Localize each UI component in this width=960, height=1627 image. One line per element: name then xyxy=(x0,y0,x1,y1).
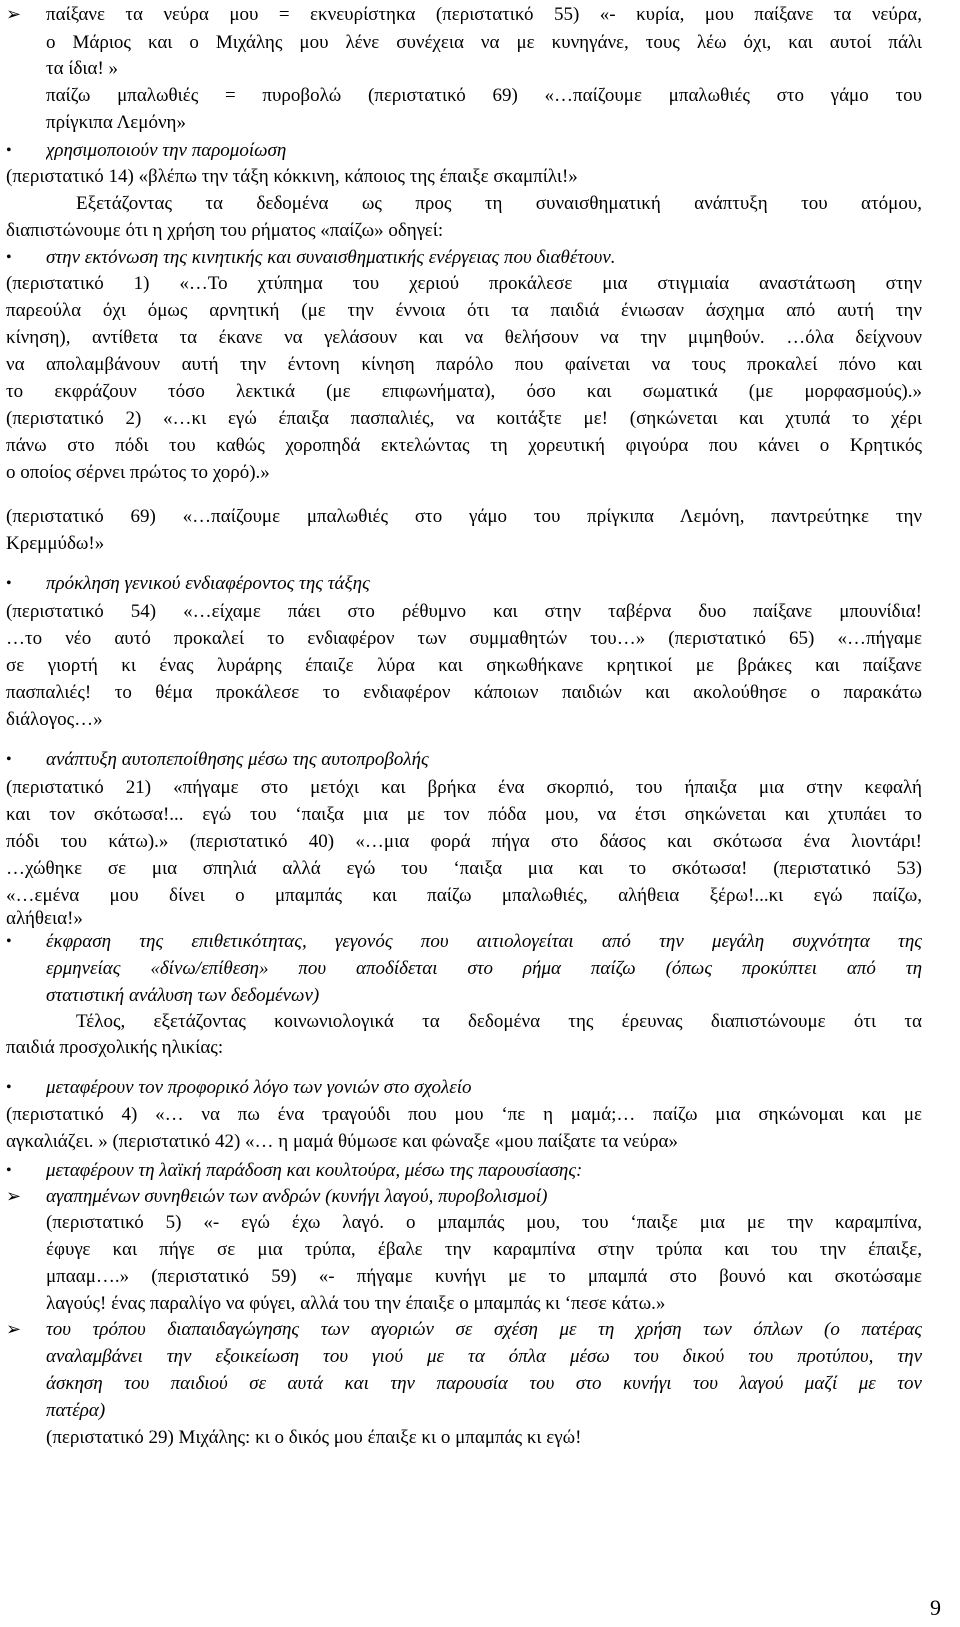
text-line: αναλαμβάνει την εξοικείωση του γιού με τα όπλα μέσω του δικού του προτύπου, την xyxy=(46,1346,922,1367)
dot-bullet-icon: • xyxy=(6,142,12,159)
text-line: Τέλος, εξετάζοντας κοινωνιολογικά τα δεδομένα της έρευνας διαπιστώνουμε ότι τα xyxy=(76,1011,922,1032)
text-line: τα ίδια! » xyxy=(46,58,119,79)
text-line: ο Μάριος και ο Μιχάλης μου λένε συνέχεια να με κυνηγάνε, τους λέω όχι, και αυτοί πάλι xyxy=(46,32,922,53)
dot-bullet-icon: • xyxy=(6,1162,12,1179)
text-line: (περιστατικό 5) «- εγώ έχω λαγό. ο μπαμπάς μου, του ‘παιξε μια με την καραμπίνα, xyxy=(46,1212,922,1233)
dot-bullet-icon: • xyxy=(6,1079,12,1096)
text-line: …το νέο αυτό προκαλεί το ενδιαφέρον των συμμαθητών του…» (περιστατικό 65) «…πήγαμε xyxy=(6,628,922,649)
text-line: ο οποίος σέρνει πρώτος το χορό).» xyxy=(6,462,270,483)
text-line: …χώθηκε σε μια σπηλιά αλλά εγώ του ‘παιξα μια και το σκότωσα! (περιστατικό 53) xyxy=(6,858,922,879)
text-line: (περιστατικό 2) «…κι εγώ έπαιξα πασπαλιές, να κοιτάξτε με! (σηκώνεται και χτυπά το χέρι xyxy=(6,408,922,429)
text-line: παίζω μπαλωθιές = πυροβολώ (περιστατικό 69) «…παίζουμε μπαλωθιές στο γάμο του xyxy=(46,85,922,106)
text-line: (περιστατικό 14) «βλέπω την τάξη κόκκινη, κάποιος της έπαιξε σκαμπίλι!» xyxy=(6,166,578,187)
text-line: (περιστατικό 29) Μιχάλης: κι ο δικός μου έπαιξε κι ο μπαμπάς κι εγώ! xyxy=(46,1427,582,1448)
text-line: πρόκληση γενικού ενδιαφέροντος της τάξης xyxy=(46,573,370,594)
text-line: παίξανε τα νεύρα μου = εκνευρίστηκα (περιστατικό 55) «- κυρία, μου παίξανε τα νεύρα, xyxy=(46,4,922,25)
text-line: αγαπημένων συνηθειών των ανδρών (κυνήγι λαγού, πυροβολισμοί) xyxy=(46,1186,548,1207)
arrow-bullet-icon: ➢ xyxy=(6,4,22,24)
text-line: αγκαλιάζει. » (περιστατικό 42) «… η μαμά θύμωσε και φώναξε «μου παίξατε τα νεύρα» xyxy=(6,1131,678,1152)
text-line: αλήθεια!» xyxy=(6,908,83,929)
text-line: στατιστική ανάλυση των δεδομένων) xyxy=(46,985,320,1006)
text-line: πατέρα) xyxy=(46,1400,106,1421)
dot-bullet-icon: • xyxy=(6,249,12,266)
text-line: διαπιστώνουμε ότι η χρήση του ρήματος «παίζω» οδηγεί: xyxy=(6,220,444,241)
arrow-bullet-icon: ➢ xyxy=(6,1186,22,1206)
text-line: «…εμένα μου δίνει ο μπαμπάς και παίζω μπαλωθιές, αλήθεια ξέρω!...κι εγώ παίζω, xyxy=(6,885,922,906)
text-line: μεταφέρουν τη λαϊκή παράδοση και κουλτούρα, μέσω της παρουσίασης: xyxy=(46,1160,583,1181)
text-line: διάλογος…» xyxy=(6,709,103,730)
text-line: ανάπτυξη αυτοπεποίθησης μέσω της αυτοπροβολής xyxy=(46,749,429,770)
text-line: παιδιά προσχολικής ηλικίας: xyxy=(6,1037,224,1058)
text-line: μπααμ….» (περιστατικό 59) «- πήγαμε κυνήγι με το μπαμπά στο βουνό και σκοτώσαμε xyxy=(46,1266,922,1287)
text-line: (περιστατικό 69) «…παίζουμε μπαλωθιές στο γάμο του πρίγκιπα Λεμόνη, παντρεύτηκε την xyxy=(6,506,922,527)
text-line: πρίγκιπα Λεμόνη» xyxy=(46,112,186,133)
text-line: (περιστατικό 54) «…είχαμε πάει στο ρέθυμνο και στην ταβέρνα δυο παίξανε μπουνίδια! xyxy=(6,601,922,622)
text-line: Εξετάζοντας τα δεδομένα ως προς τη συναισθηματική ανάπτυξη του ατόμου, xyxy=(76,193,922,214)
page-number: 9 xyxy=(930,1595,941,1620)
text-line: σε γιορτή κι ένας λυράρης έπαιζε λύρα και σηκωθήκανε κρητικοί με βράκες και παίξανε xyxy=(6,655,922,676)
text-line: Κρεμμύδω!» xyxy=(6,533,105,554)
text-line: έκφραση της επιθετικότητας, γεγονός που αιτιολογείται από την μεγάλη συχνότητα της xyxy=(46,931,922,952)
text-line: έφυγε και πήγε σε μια τρύπα, έβαλε την καραμπίνα στην τρύπα και του την έπαιξε, xyxy=(46,1239,922,1260)
dot-bullet-icon: • xyxy=(6,933,12,950)
text-line: πάνω στο πόδι του καθώς χοροπηδά εκτελώντας τη χορευτική φιγούρα που κάνει ο Κρητικός xyxy=(6,435,922,456)
dot-bullet-icon: • xyxy=(6,575,12,592)
dot-bullet-icon: • xyxy=(6,751,12,768)
text-line: (περιστατικό 4) «… να πω ένα τραγούδι που μου ‘πε η μαμά;… παίζω μια σηκώνομαι και με xyxy=(6,1104,922,1125)
text-line: (περιστατικό 1) «…Το χτύπημα του χεριού προκάλεσε μια στιγμιαία αναστάτωση στην xyxy=(6,273,922,294)
text-line: μεταφέρουν τον προφορικό λόγο των γονιών στο σχολείο xyxy=(46,1077,472,1098)
text-line: του τρόπου διαπαιδαγώγησης των αγοριών σε σχέση με τη χρήση των όπλων (ο πατέρας xyxy=(46,1319,922,1340)
text-line: (περιστατικό 21) «πήγαμε στο μετόχι και βρήκα ένα σκορπιό, του ήπαιξα μια στην κεφαλή xyxy=(6,777,922,798)
text-line: άσκηση του παιδιού σε αυτά και την παρουσία του στο κυνήγι του λαγού μαζί με τον xyxy=(46,1373,922,1394)
text-line: παρεούλα όχι όμως αρνητική (με την έννοια ότι τα παιδιά ένιωσαν άσχημα από αυτή την xyxy=(6,300,922,321)
text-line: πασπαλιές! το θέμα προκάλεσε το ενδιαφέρον κάποιων παιδιών και ακολούθησε ο παρακάτω xyxy=(6,682,922,703)
text-line: στην εκτόνωση της κινητικής και συναισθηματικής ενέργειας που διαθέτουν. xyxy=(46,247,616,268)
text-line: το εκφράζουν τόσο λεκτικά (με επιφωνήματα), όσο και σωματικά (με μορφασμούς).» xyxy=(6,381,922,402)
text-line: λαγούς! ένας παραλίγο να φύγει, αλλά του την έπαιξε ο μπαμπάς κι ‘πεσε κάτω.» xyxy=(46,1293,666,1314)
text-line: να απολαμβάνουν αυτή την έντονη κίνηση παρόλο που φαίνεται να τους προκαλεί πόνο και xyxy=(6,354,922,375)
text-line: κίνηση), αντίθετα τα έκανε να γελάσουν και να θελήσουν να την μιμηθούν. …όλα δείχνουν xyxy=(6,327,922,348)
text-line: και τον σκότωσα!... εγώ του ‘παιξα μια με τον πόδα μου, να έτσι σηκώνεται και χτυπάει το xyxy=(6,804,922,825)
text-line: πόδι του κάτω).» (περιστατικό 40) «…μια φορά πήγα στο δάσος και σκότωσα ένα λιοντάρι! xyxy=(6,831,922,852)
arrow-bullet-icon: ➢ xyxy=(6,1319,22,1339)
text-line: χρησιμοποιούν την παρομοίωση xyxy=(46,140,287,161)
text-line: ερμηνείας «δίνω/επίθεση» που αποδίδεται στο ρήμα παίζω (όπως προκύπτει από τη xyxy=(46,958,922,979)
